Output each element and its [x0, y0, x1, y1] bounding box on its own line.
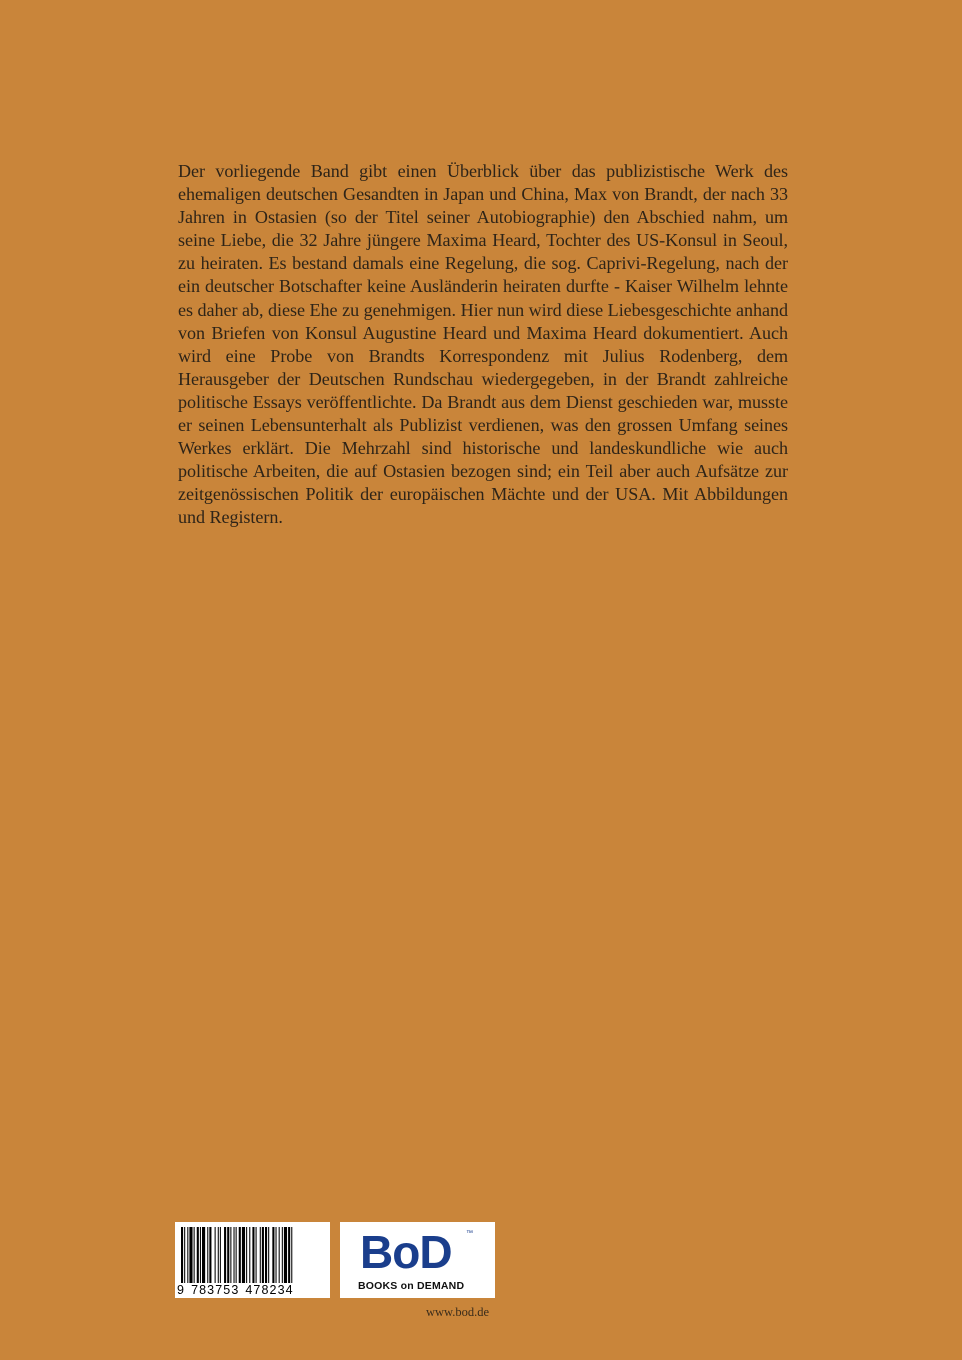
isbn-group-1: 783753 [191, 1283, 240, 1297]
isbn-barcode [175, 1222, 330, 1298]
isbn-lead-digit: 9 [177, 1283, 186, 1297]
barcode-bars [181, 1227, 324, 1283]
trademark-symbol: ™ [466, 1230, 473, 1237]
back-cover-blurb: Der vorliegende Band gibt einen Überblick über das publizistische Werk des ehemaligen deutschen Gesandten in Japan und China, Max von Brandt, der nach 33 Jahren in Ostasien (so der Titel seiner Autobiographie) den Abschied nahm, um seine Liebe, die 32 Jahre jüngere Maxima Heard, Tochter des US-Konsul in Seoul, zu heiraten. Es bestand damals eine Regelung, die sog. Caprivi-Regelung, nach der ein deutscher Botschafter keine Ausländerin heiraten durfte - Kaiser Wilhelm lehnte es daher ab, diese Ehe zu genehmigen. Hier nun wird diese Liebesgeschichte anhand von Briefen von Konsul Augustine Heard und Maxima Heard dokumentiert. Auch wird eine Probe von Brandts Korrespondenz mit Julius Rodenberg, dem Herausgeber der Deutschen Rundschau wiedergegeben, in der Brandt zahlreiche politische Essays veröffentlichte. Da Brandt aus dem Dienst geschieden war, musste er seinen Lebensunterhalt als Publizist verdienen, was den grossen Umfang seines Werkes erklärt. Die Mehrzahl sind historische und landeskundliche wie auch politische Arbeiten, die auf Ostasien bezogen sind; ein Teil aber auch Aufsätze zur zeitgenössischen Politik der europäischen Mächte und der USA. Mit Abbildungen und Registern. [178, 161, 788, 528]
publisher-website: www.bod.de [426, 1305, 490, 1319]
publisher-logo [340, 1222, 495, 1298]
publisher-tagline: BOOKS on DEMAND [358, 1280, 465, 1292]
isbn-group-2: 478234 [245, 1283, 294, 1297]
isbn-number [177, 1283, 328, 1297]
bod-logo-wordmark: BoD [360, 1226, 452, 1278]
